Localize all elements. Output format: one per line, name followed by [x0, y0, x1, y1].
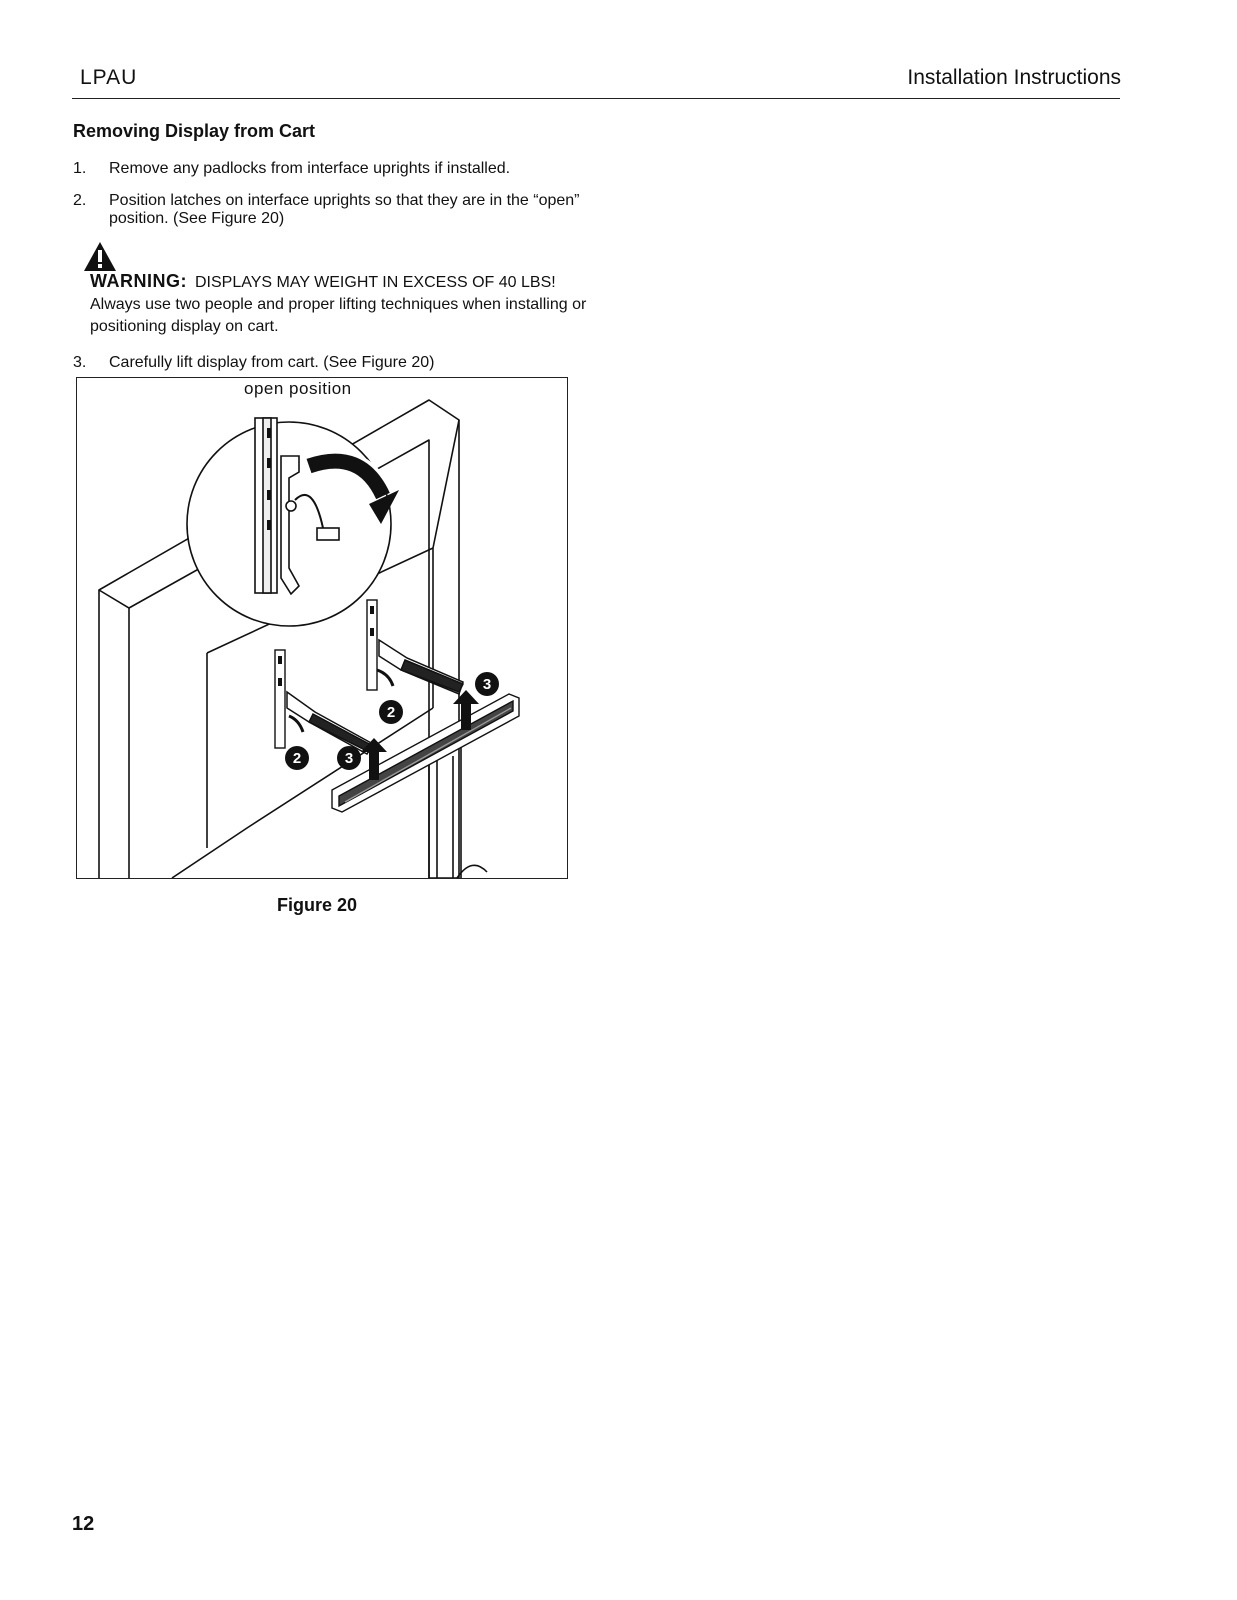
page-number: 12: [72, 1513, 95, 1535]
step-text: Carefully lift display from cart. (See Figure 20): [109, 354, 435, 371]
step-number: 2.: [73, 192, 87, 209]
section-title: Removing Display from Cart: [73, 121, 316, 141]
step-number: 3.: [73, 354, 87, 371]
step-text: Position latches on interface uprights so that they are in the “open” position. (See Figure 20): [109, 192, 580, 227]
callout-number: 2: [386, 704, 396, 721]
header-divider: [72, 98, 1120, 99]
step-text: Remove any padlocks from interface uprights if installed.: [109, 160, 511, 177]
inset-label: open position: [244, 379, 352, 398]
figure-caption: Figure 20: [277, 895, 358, 915]
warning-triangle-icon: [83, 241, 117, 272]
callout-number: 3: [482, 676, 492, 693]
warning-text: DISPLAYS MAY WEIGHT IN EXCESS OF 40 LBS! Always use two people and proper lifting techniques when installing or positioning display on cart.: [90, 274, 587, 335]
figure-illustration: [76, 377, 568, 879]
callout-number: 3: [344, 750, 354, 767]
header-doc-title: Installation Instructions: [907, 66, 1121, 89]
warning-block: [90, 270, 590, 338]
header-product-name: LPAU: [80, 66, 138, 89]
step-number: 1.: [73, 160, 87, 177]
warning-label: WARNING:: [90, 271, 187, 291]
callout-number: 2: [292, 750, 302, 767]
